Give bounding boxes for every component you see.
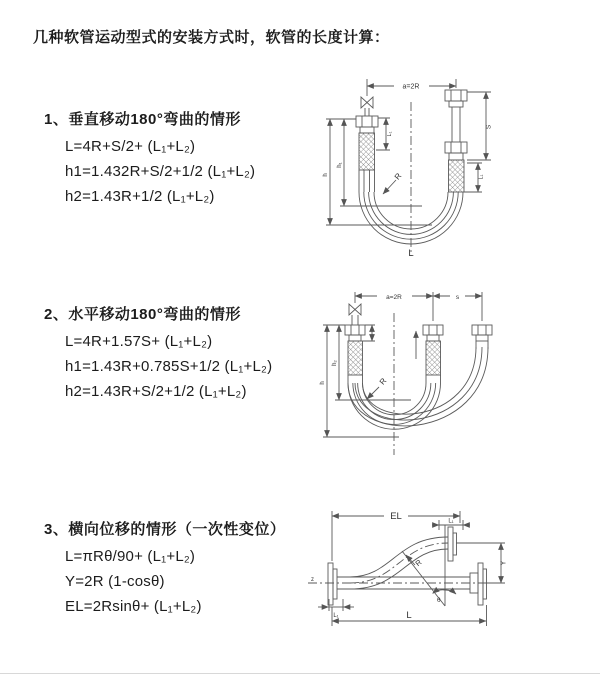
section-3-formulas	[65, 544, 202, 619]
formula-line: h1=1.43R+0.785S+1/2 (L₁+L₂)	[65, 358, 273, 375]
dim-label-span: a=2R	[386, 293, 402, 301]
formula-line: Y=2R (1-cosθ)	[65, 573, 165, 590]
length-label: L	[408, 248, 414, 259]
diagram-horizontal-180-bend	[315, 283, 537, 468]
dim-label-y: Y	[500, 560, 508, 566]
formula-line: L=πRθ/90+ (L₁+L₂)	[65, 548, 196, 565]
section-1-heading: 1、垂直移动180°弯曲的情形	[44, 111, 241, 128]
section-3-heading: 3、横向位移的情形（一次性变位）	[44, 521, 286, 538]
centerline-mark: z	[311, 577, 314, 583]
diagram-lateral-displacement	[300, 503, 562, 648]
dim-label-l1-top: L₁	[448, 518, 454, 525]
radius-label: R	[377, 376, 389, 387]
radius-label: R	[392, 171, 404, 182]
dim-label-l1-right: L₁	[478, 174, 485, 180]
formula-line: EL=2Rsinθ+ (L₁+L₂)	[65, 598, 202, 615]
dim-label-h-outer: h	[323, 173, 329, 177]
valve-icon	[361, 97, 373, 108]
section-2-heading: 2、水平移动180°弯曲的情形	[44, 306, 241, 323]
formula-line: L=4R+1.57S+ (L₁+L₂)	[65, 333, 213, 350]
dim-label-h-inner: h₂	[332, 360, 338, 366]
formula-line: h2=1.43R+1/2 (L₁+L₂)	[65, 188, 215, 205]
dim-label-span: a=2R	[402, 83, 420, 91]
dim-label-el: EL	[390, 511, 402, 522]
dim-label-s: S	[485, 124, 493, 130]
page-title: 几种软管运动型式的安装方式时，软管的长度计算：	[33, 29, 390, 46]
section-1-formulas	[65, 134, 255, 209]
valve-icon	[349, 304, 361, 315]
angle-label: θ	[437, 597, 441, 604]
formula-line: h2=1.43R+S/2+1/2 (L₁+L₂)	[65, 383, 247, 400]
radius-label: R	[413, 557, 424, 568]
dim-label-shift: s	[455, 293, 460, 301]
formula-line: L=4R+S/2+ (L₁+L₂)	[65, 138, 196, 155]
section-2-formulas	[65, 329, 272, 404]
formula-line: h1=1.432R+S/2+1/2 (L₁+L₂)	[65, 163, 256, 180]
dim-label-h-inner: h₁	[337, 162, 343, 168]
dim-label-l1-left: L₁	[387, 131, 393, 137]
dim-label-l1-bottom: L₁	[333, 613, 339, 619]
page-bottom-edge	[0, 673, 600, 674]
dim-label-l: L	[406, 610, 412, 621]
diagram-vertical-180-bend	[310, 70, 530, 265]
dim-label-h-outer: h	[320, 381, 326, 385]
